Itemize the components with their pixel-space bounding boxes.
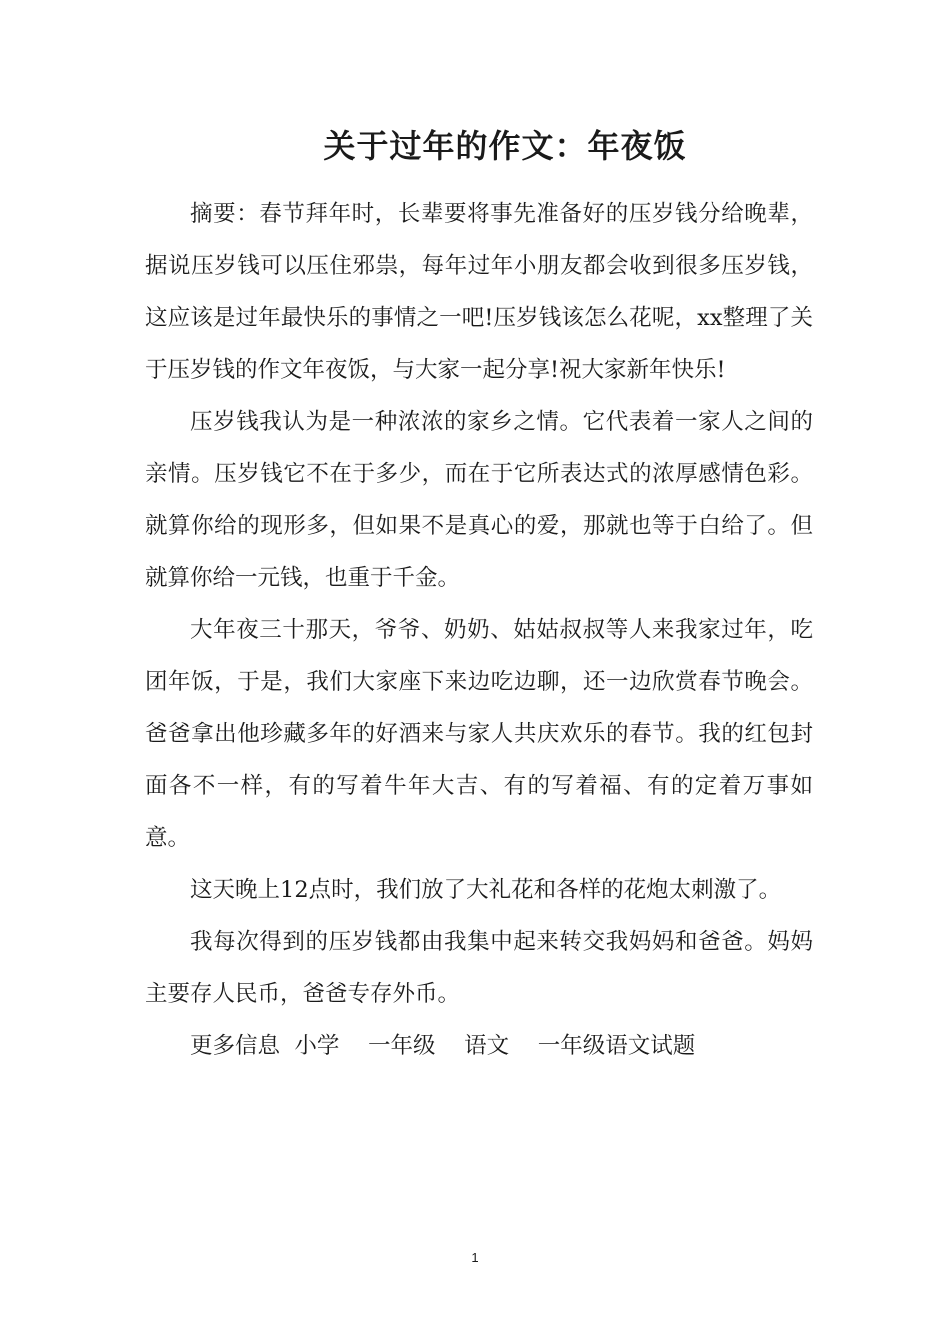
document-title: 关于过年的作文：年夜饭 — [323, 127, 687, 165]
paragraph-3: 大年夜三十那天，爷爷、奶奶、姑姑叔叔等人来我家过年，吃团年饭，于是，我们大家座下来边吃边聊，还一边欣赏春节晚会。爸爸拿出他珍藏多年的好酒来与家人共庆欢乐的春节。我的红包封面各不一样，有的写着牛年大吉、有的写着福、有的定着万事如意。 — [145, 617, 813, 851]
page-number: 1 — [471, 1250, 479, 1265]
link-xiaoxue[interactable]: 小学 — [294, 1033, 340, 1059]
link-yuwen[interactable]: 语文 — [464, 1033, 510, 1059]
paragraph-4: 这天晚上12点时，我们放了大礼花和各样的花炮太刺激了。 — [190, 877, 782, 903]
document-body — [145, 188, 813, 1072]
link-yinianji-yuwen-shiti[interactable]: 一年级语文试题 — [537, 1033, 696, 1059]
paragraph-summary: 摘要：春节拜年时，长辈要将事先准备好的压岁钱分给晚辈，据说压岁钱可以压住邪祟，每年过年小朋友都会收到很多压岁钱，这应该是过年最快乐的事情之一吧!压岁钱该怎么花呢，xx整理了关于压岁钱的作文年夜饭，与大家一起分享!祝大家新年快乐! — [145, 201, 813, 383]
paragraph-5: 我每次得到的压岁钱都由我集中起来转交我妈妈和爸爸。妈妈主要存人民币，爸爸专存外币。 — [145, 929, 813, 1007]
paragraph-2: 压岁钱我认为是一种浓浓的家乡之情。它代表着一家人之间的亲情。压岁钱它不在于多少，而在于它所表达式的浓厚感情色彩。就算你给的现形多，但如果不是真心的爱，那就也等于白给了。但就算你给一元钱，也重于千金。 — [145, 409, 813, 591]
link-yinianji[interactable]: 一年级 — [367, 1033, 436, 1059]
more-info-label: 更多信息 — [190, 1033, 281, 1059]
more-info-line — [145, 1020, 813, 1072]
